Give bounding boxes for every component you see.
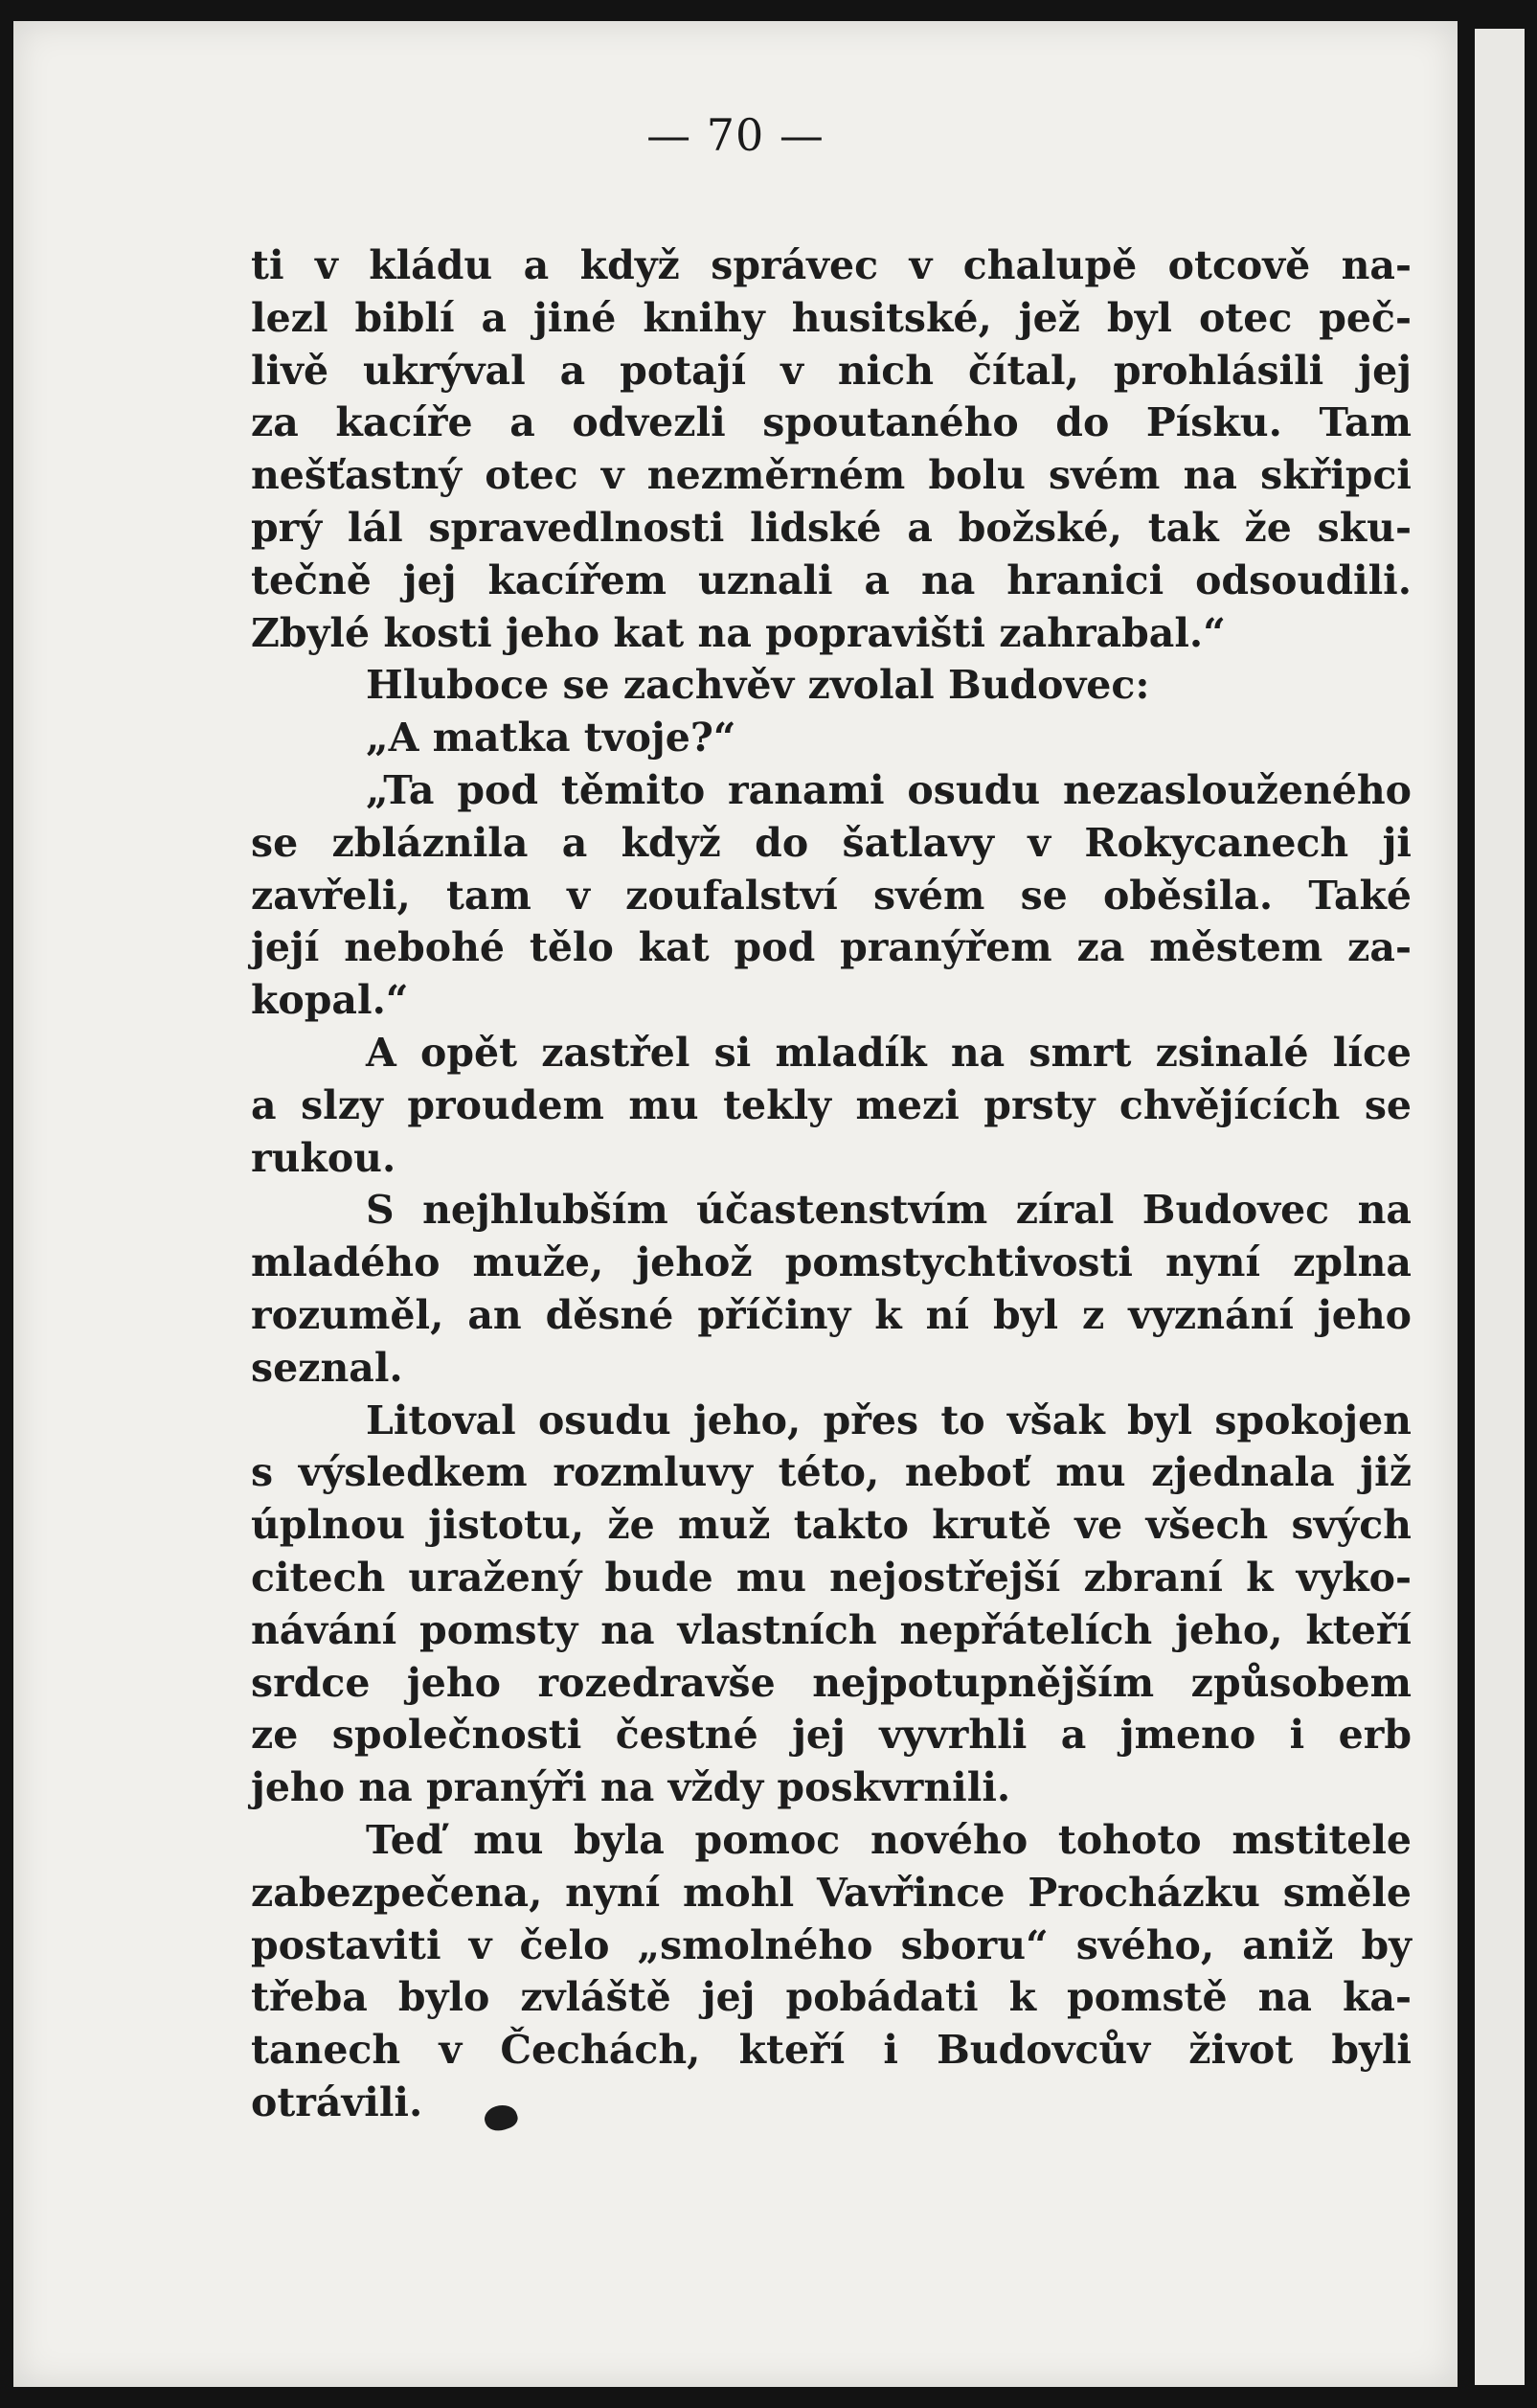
text-line: a slzy proudem mu tekly mezi prsty chvějících se bbox=[251, 1081, 1412, 1128]
adjacent-page-edge bbox=[1475, 29, 1525, 2385]
text-line: Litoval osudu jeho, přes to však byl spokojen bbox=[366, 1397, 1412, 1443]
text-line: otrávili. bbox=[251, 2079, 423, 2125]
text-line: seznal. bbox=[251, 1344, 403, 1391]
text-line: A opět zastřel si mladík na smrt zsinalé líce bbox=[366, 1029, 1412, 1076]
text-line: nešťastný otec v nezměrném bolu svém na skřipci bbox=[251, 452, 1412, 499]
text-line: ti v kládu a když správec v chalupě otcově na- bbox=[251, 242, 1412, 288]
text-line: rozuměl, an děsné příčiny k ní byl z vyznání jeho bbox=[251, 1291, 1412, 1338]
page-number: — 70 — bbox=[646, 109, 825, 161]
text-line: ze společnosti čestné jej vyvrhli a jmeno i erb bbox=[251, 1712, 1412, 1759]
text-line: prý lál spravedlnosti lidské a božské, tak že sku- bbox=[251, 504, 1412, 551]
text-line: tečně jej kacířem uznali a na hranici odsoudili. bbox=[251, 557, 1412, 603]
text-line: „Ta pod těmito ranami osudu nezaslouženého bbox=[366, 766, 1412, 813]
text-line: třeba bylo zvláště jej pobádati k pomstě na ka- bbox=[251, 1974, 1412, 2021]
text-line: S nejhlubším účastenstvím zíral Budovec na bbox=[366, 1187, 1412, 1234]
text-line: postaviti v čelo „smolného sboru“ svého, aniž by bbox=[251, 1921, 1412, 1968]
text-line: citech uražený bude mu nejostřejší zbraní k vyko- bbox=[251, 1554, 1412, 1601]
body-text bbox=[251, 239, 1412, 2129]
text-line: lezl biblí a jiné knihy husitské, jež byl otec peč- bbox=[251, 294, 1412, 341]
text-line: Hluboce se zachvěv zvolal Budovec: bbox=[366, 662, 1150, 709]
text-line: mladého muže, jehož pomstychtivosti nyní zplna bbox=[251, 1239, 1412, 1286]
text-line: „A matka tvoje?“ bbox=[366, 715, 736, 761]
text-line: srdce jeho rozedravše nejpotupnějším způsobem bbox=[251, 1659, 1412, 1706]
text-line: zavřeli, tam v zoufalství svém se oběsila. Také bbox=[251, 872, 1412, 919]
text-line: zabezpečena, nyní mohl Vavřince Procházku směle bbox=[251, 1869, 1412, 1916]
text-line: Zbylé kosti jeho kat na popravišti zahrabal.“ bbox=[251, 609, 1226, 656]
text-line: návání pomsty na vlastních nepřátelích jeho, kteří bbox=[251, 1606, 1412, 1653]
text-line: se zbláznila a když do šatlavy v Rokycanech ji bbox=[251, 819, 1412, 866]
text-line: kopal.“ bbox=[251, 977, 409, 1024]
text-line: Teď mu byla pomoc nového tohoto mstitele bbox=[366, 1816, 1412, 1863]
text-line: jeho na pranýři na vždy poskvrnili. bbox=[251, 1764, 1011, 1811]
text-line: za kacíře a odvezli spoutaného do Písku. Tam bbox=[251, 399, 1412, 446]
text-line: její nebohé tělo kat pod pranýřem za městem za- bbox=[251, 924, 1412, 971]
text-line: livě ukrýval a potají v nich čítal, prohlásili jej bbox=[251, 347, 1412, 394]
text-line: tanech v Čechách, kteří i Budovcův život byli bbox=[251, 2027, 1412, 2074]
text-line: s výsledkem rozmluvy této, neboť mu zjednala již bbox=[251, 1449, 1412, 1496]
text-line: rukou. bbox=[251, 1134, 396, 1181]
text-line: úplnou jistotu, že muž takto krutě ve všech svých bbox=[251, 1502, 1412, 1549]
